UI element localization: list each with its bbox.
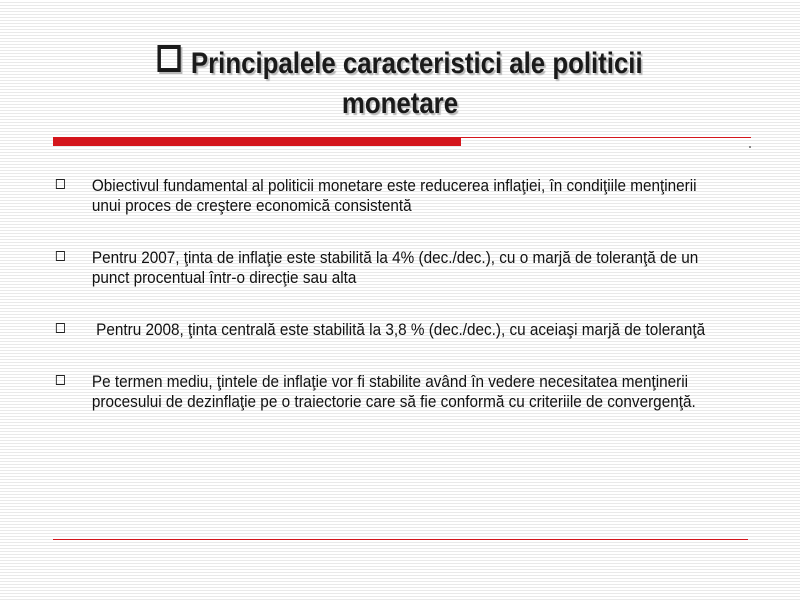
title-underline-line [461, 137, 751, 138]
decorative-dot [749, 146, 751, 148]
bullet-item [55, 176, 722, 216]
bullet-text: Pe termen mediu, ţintele de inflaţie vor fi stabilite având în vedere necesitatea menţinerii procesului de dezinflaţie pe o traiectorie care să fie conformă cu criteriile de convergenţă. [91, 372, 696, 411]
hollow-square-bullet-icon [56, 251, 65, 261]
bullet-item [55, 320, 722, 340]
hollow-square-bullet-icon [56, 375, 65, 385]
hollow-square-bullet-icon [157, 45, 180, 72]
footer-divider-line [53, 539, 748, 540]
title-underline-bar [53, 137, 461, 146]
slide-title-text: Principalele caracteristici ale politicii monetare [190, 47, 643, 120]
bullet-text: Pentru 2007, ţinta de inflaţie este stabilită la 4% (dec./dec.), cu o marjă de toleranţă de un punct procentual într-o direcţie sau alta [91, 248, 699, 287]
bullet-item [55, 372, 722, 412]
hollow-square-bullet-icon [56, 323, 65, 333]
slide-title [108, 44, 693, 124]
bullet-text: Obiectivul fundamental al politicii monetare este reducerea inflaţiei, în condiţiile menţinerii unui proces de creştere economică consistentă [91, 176, 697, 215]
bullet-text: Pentru 2008, ţinta centrală este stabilită la 3,8 % (dec./dec.), cu aceiaşi marjă de toleranţă [91, 320, 706, 339]
bullet-list [55, 176, 745, 412]
bullet-item [55, 248, 722, 288]
hollow-square-bullet-icon [56, 179, 65, 189]
